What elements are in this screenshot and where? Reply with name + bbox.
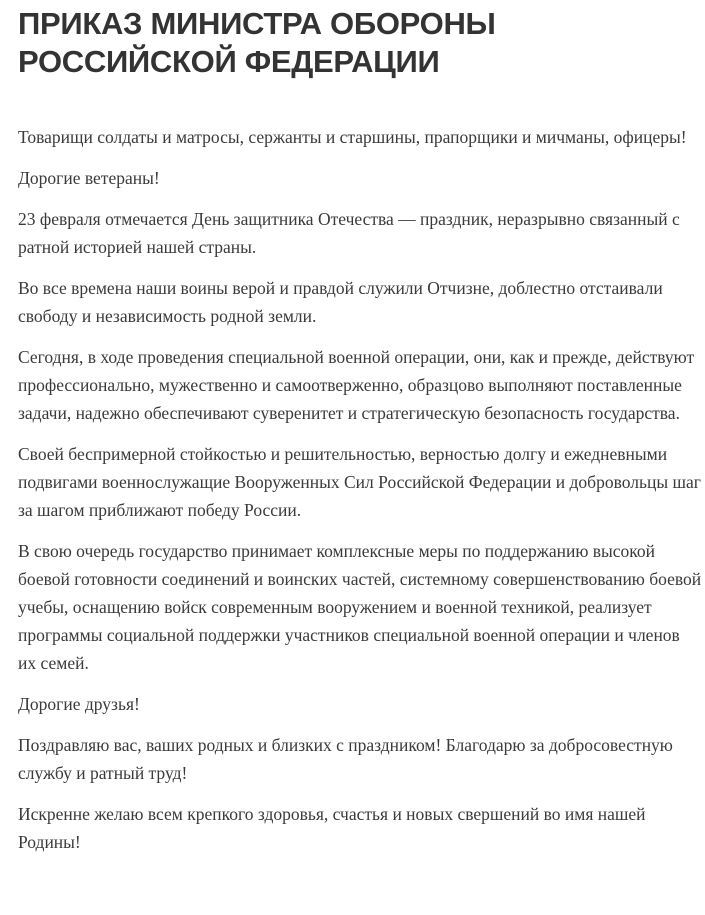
article xyxy=(18,0,702,869)
paragraph: Искренне желаю всем крепкого здоровья, счастья и новых свершений во имя нашей Родины! xyxy=(18,804,646,852)
paragraph: Своей беспримерной стойкостью и решительностью, верностью долгу и ежедневными подвигами военнослужащие Вооруженных Сил Российской Федерации и добровольцы шаг за шагом приближают победу России. xyxy=(18,444,701,520)
paragraph: Во все времена наши воины верой и правдой служили Отчизне, доблестно отстаивали свободу и независимость родной земли. xyxy=(18,278,663,326)
paragraph: Дорогие ветераны! xyxy=(18,168,160,188)
paragraph: Товарищи солдаты и матросы, сержанты и старшины, прапорщики и мичманы, офицеры! xyxy=(18,127,687,147)
paragraph: Сегодня, в ходе проведения специальной военной операции, они, как и прежде, действуют профессионально, мужественно и самоотверженно, образцово выполняют поставленные задачи, надежно обеспечивают суверенитет и стратегическую безопасность государства. xyxy=(18,347,695,423)
paragraph: Поздравляю вас, ваших родных и близких с праздником! Благодарю за добросовестную службу и ратный труд! xyxy=(18,735,673,783)
paragraph: 23 февраля отмечается День защитника Отечества — праздник, неразрывно связанный с ратной историей нашей страны. xyxy=(18,209,680,257)
paragraph: В свою очередь государство принимает комплексные меры по поддержанию высокой боевой готовности соединений и воинских частей, системному совершенствованию боевой учебы, оснащению войск современным вооружением и военной техникой, реализует программы социальной поддержки участников специальной военной операции и членов их семей. xyxy=(18,541,702,673)
paragraph: Дорогие друзья! xyxy=(18,694,140,714)
article-title: ПРИКАЗ МИНИСТРА ОБОРОНЫ РОССИЙСКОЙ ФЕДЕРАЦИИ xyxy=(18,6,496,79)
article-body xyxy=(18,123,702,856)
